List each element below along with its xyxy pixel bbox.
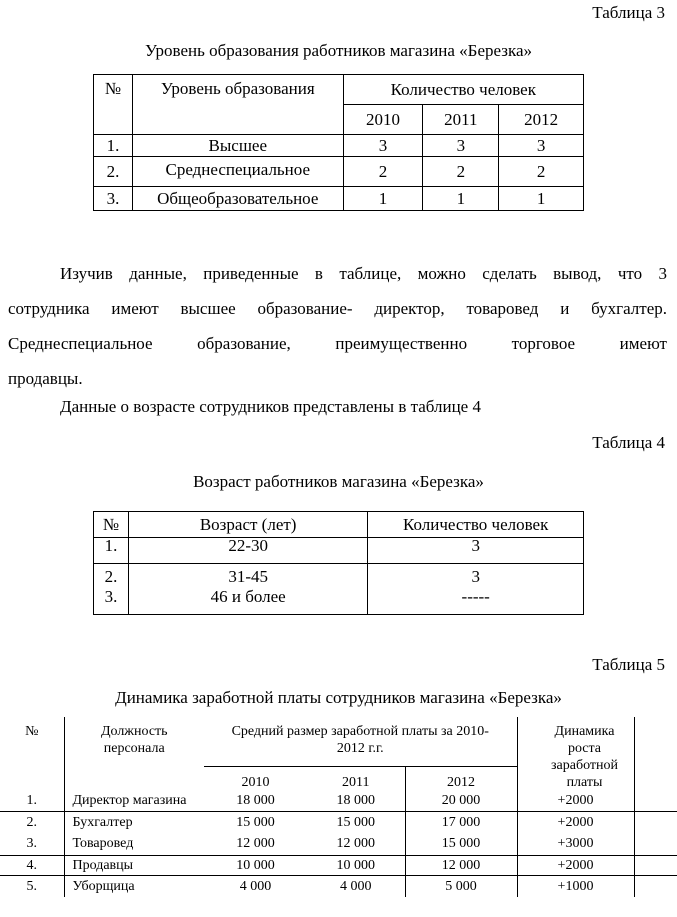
paragraph-line: сотрудника имеют высшее образование- директор, товаровед и бухгалтер. bbox=[8, 299, 667, 318]
cell-value: 1 bbox=[499, 187, 584, 211]
cell-value: 10 000 bbox=[236, 857, 275, 873]
paragraph-line: продавцы. bbox=[8, 369, 83, 388]
table5-title: Динамика заработной платы сотрудников магазина «Березка» bbox=[115, 688, 562, 707]
cell-value: 3 bbox=[423, 135, 499, 157]
header-avg-salary: Средний размер заработной платы за 2010-2012 г.г. bbox=[204, 717, 517, 767]
cell-value: 3 bbox=[343, 135, 423, 157]
cell-value: 12 000 bbox=[405, 855, 517, 875]
row-position: Директор магазина bbox=[72, 793, 187, 809]
cell-value: 2 bbox=[499, 157, 584, 187]
paragraph-line: Изучив данные, приведенные в таблице, можно сделать вывод, что 3 bbox=[60, 264, 667, 283]
row-position: Уборщица bbox=[72, 878, 135, 894]
row-growth: +2000 bbox=[517, 811, 634, 833]
row-position: Продавцы bbox=[72, 857, 134, 873]
row-position: Товаровед bbox=[72, 836, 134, 852]
cell-value: 20 000 bbox=[405, 791, 517, 811]
table-row bbox=[0, 791, 677, 811]
paragraph-line: Среднеспециальное образование, преимущественно торговое имеют bbox=[8, 334, 667, 353]
cell-value: 15 000 bbox=[336, 814, 375, 830]
cell-value: 18 000 bbox=[236, 793, 275, 809]
education-table bbox=[93, 74, 584, 211]
row-level: Среднеспециальное bbox=[132, 157, 343, 187]
header-growth: Динамика роста заработной платы bbox=[517, 717, 634, 791]
table4-title: Возраст работников магазина «Березка» bbox=[193, 472, 484, 491]
cell-value: 17 000 bbox=[405, 811, 517, 833]
row-num: 1. bbox=[0, 791, 64, 811]
table-row bbox=[0, 833, 677, 855]
header-year: 2011 bbox=[342, 775, 370, 790]
table-row bbox=[0, 811, 677, 833]
cell-value: 10 000 bbox=[336, 857, 375, 873]
row-num: 4. bbox=[0, 855, 64, 875]
salary-table bbox=[0, 717, 677, 897]
row-count: ----- bbox=[461, 587, 490, 606]
row-count: 3 bbox=[471, 566, 480, 586]
table-row bbox=[94, 157, 584, 187]
header-year: 2010 bbox=[343, 105, 423, 135]
table-row bbox=[94, 538, 584, 564]
row-num: 5. bbox=[0, 875, 64, 897]
cell-value: 18 000 bbox=[336, 793, 375, 809]
header-num: № bbox=[94, 512, 129, 538]
header-num: № bbox=[0, 717, 64, 791]
table-row bbox=[94, 187, 584, 211]
table-row bbox=[94, 589, 584, 615]
cell-value: 4 000 bbox=[340, 878, 372, 894]
cell-value: 15 000 bbox=[236, 814, 275, 830]
table-row bbox=[0, 855, 677, 875]
row-level: Высшее bbox=[132, 135, 343, 157]
row-num: 3. bbox=[94, 589, 129, 615]
row-growth: +2000 bbox=[517, 855, 634, 875]
row-position: Бухгалтер bbox=[72, 814, 133, 830]
row-num: 3. bbox=[94, 187, 133, 211]
cell-value: 12 000 bbox=[336, 836, 375, 852]
table3-title: Уровень образования работников магазина «Березка» bbox=[144, 41, 533, 60]
table3-caption: Таблица 3 bbox=[592, 3, 665, 22]
cell-value: 15 000 bbox=[405, 833, 517, 855]
row-growth: +1000 bbox=[517, 875, 634, 897]
cell-value: 2 bbox=[423, 157, 499, 187]
conclusion-paragraph bbox=[8, 256, 667, 396]
cell-value: 1 bbox=[343, 187, 423, 211]
cell-value: 4 000 bbox=[239, 878, 272, 894]
cell-value: 3 bbox=[499, 135, 584, 157]
header-year: 2011 bbox=[423, 105, 499, 135]
table-row bbox=[94, 564, 584, 590]
header-level: Уровень образования bbox=[132, 75, 343, 135]
header-age: Возраст (лет) bbox=[128, 512, 367, 538]
row-num: 2. bbox=[94, 157, 133, 187]
table-row bbox=[94, 135, 584, 157]
cell-value: 2 bbox=[343, 157, 423, 187]
cell-value: 1 bbox=[423, 187, 499, 211]
table4-intro: Данные о возрасте сотрудников представлены в таблице 4 bbox=[60, 397, 481, 416]
row-growth: +2000 bbox=[517, 791, 634, 811]
header-year: 2010 bbox=[241, 775, 270, 790]
header-position: Должность персонала bbox=[100, 724, 168, 756]
row-num: 1. bbox=[94, 538, 129, 564]
row-age: 22-30 bbox=[128, 538, 367, 564]
age-table bbox=[93, 511, 584, 615]
row-level: Общеобразовательное bbox=[132, 187, 343, 211]
row-age: 46 и более bbox=[128, 589, 367, 615]
row-growth: +3000 bbox=[517, 833, 634, 855]
header-count: Количество человек bbox=[343, 75, 583, 105]
table-row bbox=[0, 875, 677, 897]
cell-value: 5 000 bbox=[405, 875, 517, 897]
row-num: 3. bbox=[0, 833, 64, 855]
row-count: 3 bbox=[471, 536, 480, 555]
table5-caption: Таблица 5 bbox=[592, 655, 665, 674]
row-num: 2. bbox=[94, 564, 129, 590]
header-num: № bbox=[94, 75, 133, 135]
row-age: 31-45 bbox=[128, 564, 367, 590]
cell-value: 12 000 bbox=[236, 836, 275, 852]
header-year: 2012 bbox=[405, 767, 517, 791]
row-num: 2. bbox=[0, 811, 64, 833]
header-year: 2012 bbox=[499, 105, 584, 135]
table4-caption: Таблица 4 bbox=[592, 433, 665, 452]
header-count: Количество человек bbox=[403, 514, 549, 534]
row-num: 1. bbox=[94, 135, 133, 157]
